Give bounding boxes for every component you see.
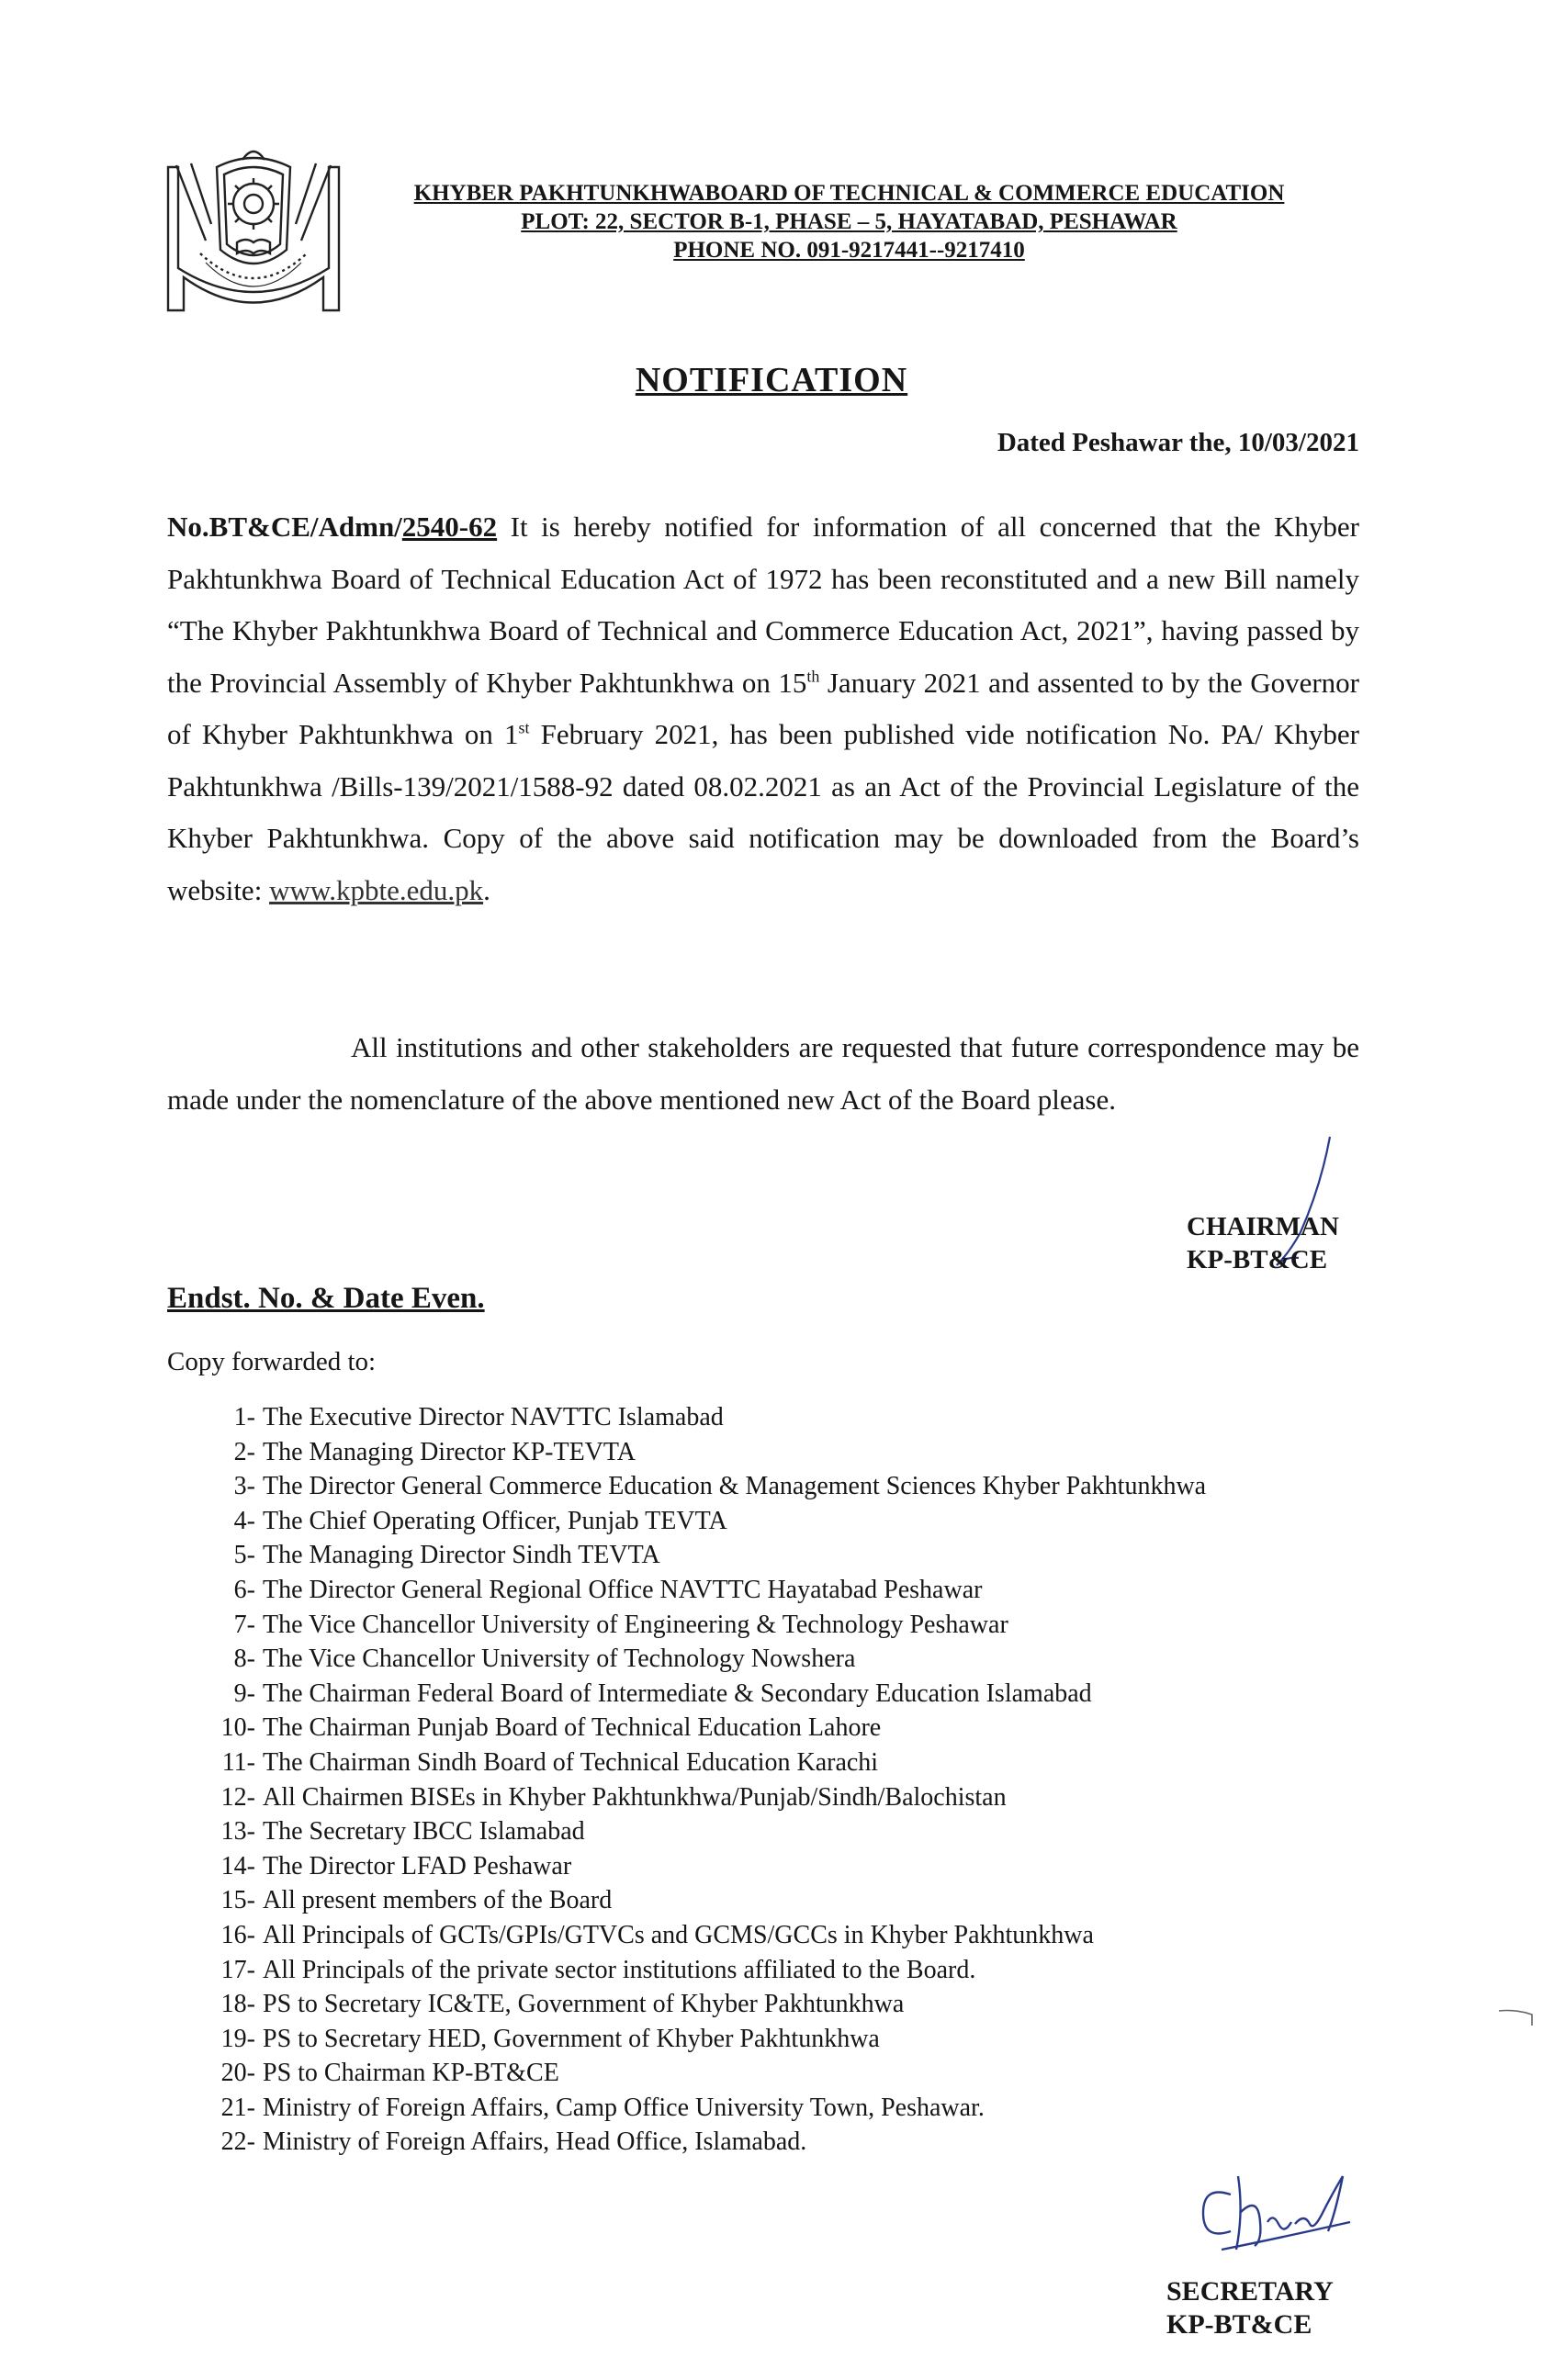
list-item-number: 15- xyxy=(220,1886,255,1915)
list-item-text: All Chairmen BISEs in Khyber Pakhtunkhwa/Punjab/Sindh/Balochistan xyxy=(263,1782,1007,1812)
list-item-number: 5- xyxy=(233,1541,255,1570)
list-item-text: The Director LFAD Peshawar xyxy=(263,1851,572,1880)
ordinal-suffix-2: st xyxy=(518,718,530,737)
body-text-2: January 2021 and assented to by the Governor of Khyber Pakhtunkhwa on 1 xyxy=(167,666,1359,750)
list-item-number: 2- xyxy=(233,1437,255,1466)
list-item-number: 16- xyxy=(220,1920,255,1949)
reference-prefix: No.BT&CE/Admn/ xyxy=(167,511,402,543)
body-text-4: . xyxy=(483,873,490,906)
secretary-title: SECRETARY xyxy=(1166,2276,1334,2307)
list-item-text: The Chief Operating Officer, Punjab TEVTA xyxy=(263,1506,727,1535)
list-item-text: The Executive Director NAVTTC Islamabad xyxy=(263,1403,724,1431)
list-item-number: 1- xyxy=(233,1403,255,1431)
list-item-text: All Principals of GCTs/GPIs/GTVCs and GCMS/GCCs in Khyber Pakhtunkhwa xyxy=(263,1920,1094,1949)
list-item-text: The Managing Director KP-TEVTA xyxy=(263,1437,636,1466)
list-item-text: The Secretary IBCC Islamabad xyxy=(263,1817,585,1847)
pen-mark-icon xyxy=(1497,2002,1534,2029)
list-item-number: 12- xyxy=(220,1782,255,1812)
list-item xyxy=(195,1849,1297,1884)
list-item xyxy=(195,1538,1297,1573)
distribution-list xyxy=(195,1400,1297,2160)
list-item-number: 19- xyxy=(220,2024,255,2053)
list-item xyxy=(195,1677,1297,1712)
list-item xyxy=(195,2125,1297,2160)
list-item-number: 4- xyxy=(233,1506,255,1535)
list-item-number: 18- xyxy=(220,1990,255,2019)
body-text-3: February 2021, has been published vide notification No. PA/ Khyber Pakhtunkhwa /Bills-139/2021/1588-92 dated 08.02.2021 as an Act of the Provincial Legislature of the Khyber Pakhtunkhwa. Copy of the above said notification may be downloaded from the Board’s website: xyxy=(167,718,1359,906)
reference-number: 2540-62 xyxy=(401,511,498,543)
body-text-1: It is hereby notified for information of all concerned that the Khyber Pakhtunkhwa Board of Technical Education Act of 1972 has been reconstituted and a new Bill namely “The Khyber Pakhtunkhwa Board of Technical and Commerce Education Act, 2021”, having passed by the Provincial Assembly of Khyber Pakhtunkhwa on 15 xyxy=(167,511,1359,699)
request-paragraph: All institutions and other stakeholders are requested that future correspondence may be made under the nomenclature of the above mentioned new Act of the Board please. xyxy=(167,1031,1359,1116)
list-item-text: Ministry of Foreign Affairs, Camp Office University Town, Peshawar. xyxy=(263,2093,985,2122)
board-name-line: KHYBER PAKHTUNKHWABOARD OF TECHNICAL & COMMERCE EDUCATION xyxy=(413,181,1285,206)
list-item xyxy=(195,2091,1297,2126)
list-item xyxy=(195,1504,1297,1539)
notification-date: Dated Peshawar the, 10/03/2021 xyxy=(997,428,1359,457)
list-item-text: All Principals of the private sector institutions affiliated to the Board. xyxy=(263,1955,976,1984)
secretary-signature-icon xyxy=(1166,2158,1396,2277)
board-emblem-icon xyxy=(163,140,344,314)
list-item-text: The Director General Commerce Education & Management Sciences Khyber Pakhtunkhwa xyxy=(263,1472,1207,1501)
list-item xyxy=(195,1918,1297,1953)
copy-forwarded-label: Copy forwarded to: xyxy=(167,1347,377,1376)
list-item-text: The Director General Regional Office NAVTTC Hayatabad Peshawar xyxy=(263,1575,983,1604)
secretary-org: KP-BT&CE xyxy=(1166,2309,1312,2340)
secretary-signature-block xyxy=(1166,2275,1334,2341)
list-item-text: PS to Secretary IC&TE, Government of Khyber Pakhtunkhwa xyxy=(263,1990,905,2019)
list-item-text: PS to Chairman KP-BT&CE xyxy=(263,2059,559,2088)
list-item-text: The Chairman Sindh Board of Technical Education Karachi xyxy=(263,1747,879,1777)
list-item-number: 13- xyxy=(220,1817,255,1847)
list-item-text: Ministry of Foreign Affairs, Head Office, Islamabad. xyxy=(263,2127,807,2157)
list-item-text: The Vice Chancellor University of Technology Nowshera xyxy=(263,1645,856,1674)
list-item xyxy=(195,1469,1297,1504)
chairman-signature-block xyxy=(1187,1210,1339,1276)
list-item-number: 14- xyxy=(220,1851,255,1880)
list-item xyxy=(195,1953,1297,1988)
list-item-number: 20- xyxy=(220,2059,255,2088)
page-title: NOTIFICATION xyxy=(635,361,908,399)
list-item-number: 11- xyxy=(221,1747,255,1777)
list-item xyxy=(195,1400,1297,1435)
list-item xyxy=(195,1435,1297,1470)
board-phone-line: PHONE NO. 091-9217441--9217410 xyxy=(673,238,1025,263)
list-item xyxy=(195,1608,1297,1643)
board-address-line: PLOT: 22, SECTOR B-1, PHASE – 5, HAYATABAD, PESHAWAR xyxy=(521,209,1177,234)
list-item-number: 6- xyxy=(233,1575,255,1604)
list-item-text: The Vice Chancellor University of Engineering & Technology Peshawar xyxy=(263,1610,1008,1639)
list-item xyxy=(195,1883,1297,1918)
list-item xyxy=(195,2022,1297,2057)
list-item xyxy=(195,1573,1297,1608)
list-item xyxy=(195,1987,1297,2022)
ordinal-suffix-1: th xyxy=(806,667,820,686)
list-item-text: The Managing Director Sindh TEVTA xyxy=(263,1541,660,1570)
list-item xyxy=(195,1746,1297,1780)
list-item-text: PS to Secretary HED, Government of Khyber Pakhtunkhwa xyxy=(263,2024,880,2053)
chairman-org: KP-BT&CE xyxy=(1187,1245,1328,1274)
endorsement-heading: Endst. No. & Date Even. xyxy=(167,1282,485,1315)
list-item-number: 17- xyxy=(220,1955,255,1984)
list-item-number: 9- xyxy=(233,1678,255,1708)
list-item-number: 8- xyxy=(233,1645,255,1674)
list-item-text: The Chairman Federal Board of Intermediate & Secondary Education Islamabad xyxy=(263,1678,1092,1708)
list-item-text: All present members of the Board xyxy=(263,1886,613,1915)
list-item-number: 7- xyxy=(233,1610,255,1639)
list-item xyxy=(195,2056,1297,2091)
list-item-number: 21- xyxy=(220,2093,255,2122)
list-item xyxy=(195,1711,1297,1746)
list-item-text: The Chairman Punjab Board of Technical Education Lahore xyxy=(263,1713,882,1743)
list-item-number: 22- xyxy=(220,2127,255,2157)
list-item-number: 10- xyxy=(220,1713,255,1743)
list-item xyxy=(195,1780,1297,1815)
notification-body xyxy=(167,501,1359,916)
list-item xyxy=(195,1814,1297,1849)
list-item xyxy=(195,1642,1297,1677)
website-link[interactable]: www.kpbte.edu.pk xyxy=(269,873,484,906)
list-item-number: 3- xyxy=(233,1472,255,1501)
chairman-title: CHAIRMAN xyxy=(1187,1212,1339,1241)
